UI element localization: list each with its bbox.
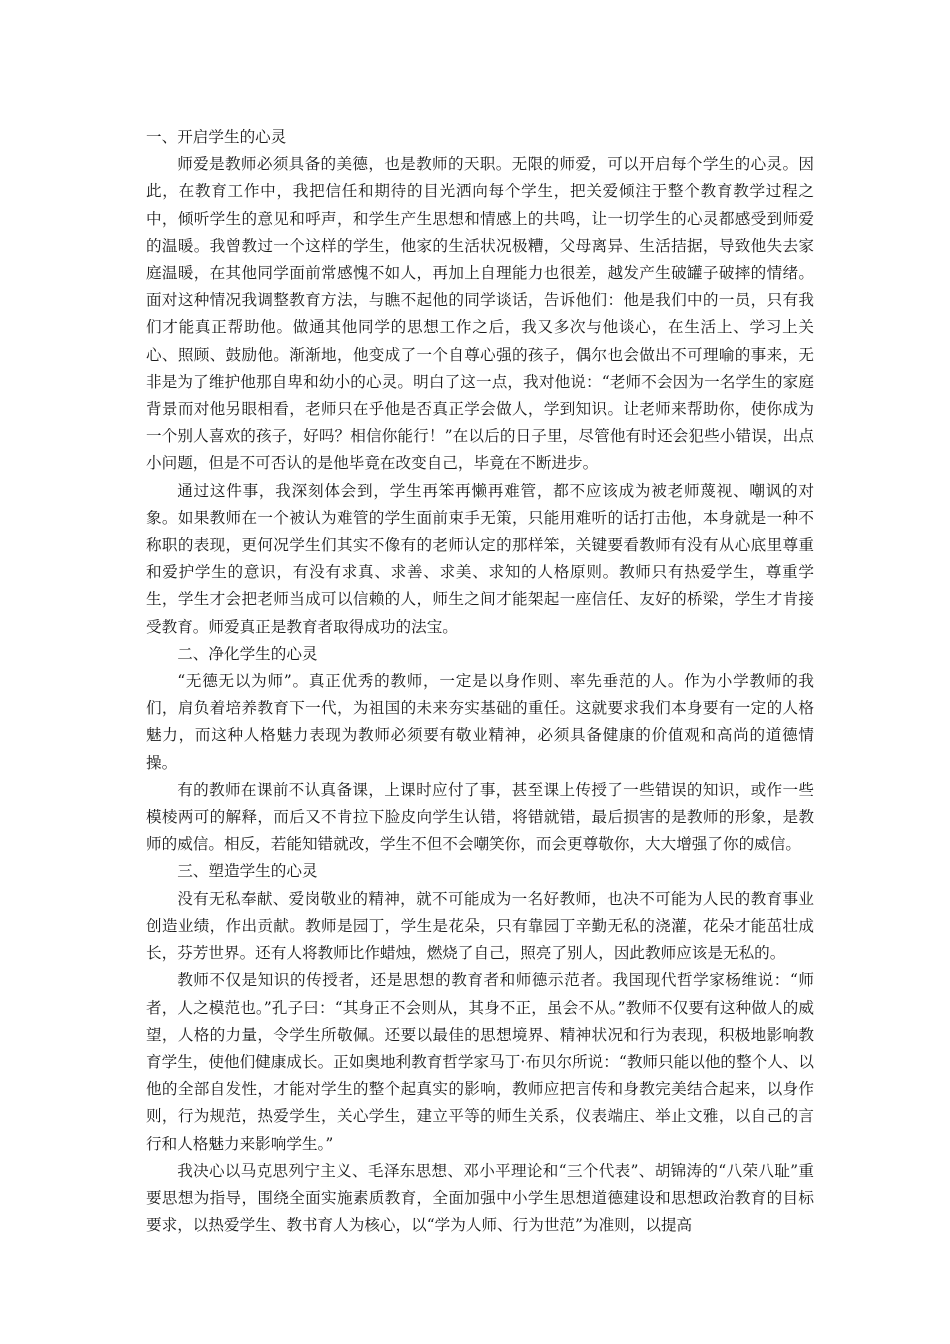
section-3-heading: 三、塑造学生的心灵 <box>177 862 318 881</box>
section-1-paragraph-2: 通过这件事，我深刻体会到，学生再笨再懒再难管，都不应该成为被老师蔑视、嘲讽的对象。如果教师在一个被认为难管的学生面前束手无策，只能用难听的话打击他，本身就是一种不称职的表现，更何况学生们其实不像有的老师认定的那样笨，关键要看教师有没有从心底里尊重和爱护学生的意识，有没有求真、求善、求美、求知的人格原则。教师只有热爱学生，尊重学生，学生才会把老师当成可以信赖的人，师生之间才能架起一座信任、友好的桥梁，学生才肯接受教育。师爱真正是教育者取得成功的法宝。 <box>146 481 814 636</box>
section-3-paragraph-1: 没有无私奉献、爱岗敬业的精神，就不可能成为一名好教师，也决不可能为人民的教育事业创造业绩，作出贡献。教师是园丁，学生是花朵，只有靠园丁辛勤无私的浇灌，花朵才能茁壮成长，芬芳世界。还有人将教师比作蜡烛，燃烧了自己，照亮了别人，因此教师应该是无私的。 <box>146 889 814 963</box>
document-body <box>146 124 814 1239</box>
section-1-heading: 一、开启学生的心灵 <box>146 128 287 146</box>
section-2-heading: 二、净化学生的心灵 <box>177 644 318 663</box>
section-3-paragraph-2: 教师不仅是知识的传授者，还是思想的教育者和师德示范者。我国现代哲学家杨维说：“师者，人之模范也。”孔子曰：“其身正不会则从，其身不正，虽会不从。”教师不仅要有这种做人的威望，人格的力量，令学生所敬佩。还要以最佳的思想境界、精神状况和行为表现，积极地影响教育学生，使他们健康成长。正如奥地利教育哲学家马丁·布贝尔所说：“教师只能以他的整个人、以他的全部自发性，才能对学生的整个起真实的影响，教师应把言传和身教完美结合起来，以身作则，行为规范，热爱学生，关心学生，建立平等的师生关系，仪表端庄、举止文雅，以自己的言行和人格魅力来影响学生。” <box>146 971 814 1153</box>
section-3-paragraph-3: 我决心以马克思列宁主义、毛泽东思想、邓小平理论和“三个代表”、胡锦涛的“八荣八耻”重要思想为指导，围绕全面实施素质教育，全面加强中小学生思想道德建设和思想政治教育的目标要求，以热爱学生、教书育人为核心，以“学为人师、行为世范”为准则，以提高 <box>146 1161 814 1235</box>
section-1-paragraph-1: 师爱是教师必须具备的美德，也是教师的天职。无限的师爱，可以开启每个学生的心灵。因此，在教育工作中，我把信任和期待的目光洒向每个学生，把关爱倾注于整个教育教学过程之中，倾听学生的意见和呼声，和学生产生思想和情感上的共鸣，让一切学生的心灵都感受到师爱的温暖。我曾教过一个这样的学生，他家的生活状况极糟，父母离异、生活拮据，导致他失去家庭温暖，在其他同学面前常感愧不如人，再加上自理能力也很差，越发产生破罐子破摔的情绪。面对这种情况我调整教育方法，与瞧不起他的同学谈话，告诉他们：他是我们中的一员，只有我们才能真正帮助他。做通其他同学的思想工作之后，我又多次与他谈心，在生活上、学习上关心、照顾、鼓励他。渐渐地，他变成了一个自尊心强的孩子，偶尔也会做出不可理喻的事来，无非是为了维护他那自卑和幼小的心灵。明白了这一点，我对他说：“老师不会因为一名学生的家庭背景而对他另眼相看，老师只在乎他是否真正学会做人，学到知识。让老师来帮助你，使你成为一个别人喜欢的孩子，好吗？相信你能行！”在以后的日子里，尽管他有时还会犯些小错误，出点小问题，但是不可否认的是他毕竟在改变自己，毕竟在不断进步。 <box>146 155 814 473</box>
section-2-paragraph-2: 有的教师在课前不认真备课，上课时应付了事，甚至课上传授了一些错误的知识，或作一些模棱两可的解释，而后又不肯拉下脸皮向学生认错，将错就错，最后损害的是教师的形象，是教师的威信。相反，若能知错就改，学生不但不会嘲笑你，而会更尊敬你，大大增强了你的威信。 <box>146 780 814 854</box>
section-2-paragraph-1: “无德无以为师”。真正优秀的教师，一定是以身作则、率先垂范的人。作为小学教师的我们，肩负着培养教育下一代，为祖国的未来夯实基础的重任。这就要求我们本身要有一定的人格魅力，而这种人格魅力表现为教师必须要有敬业精神，必须具备健康的价值观和高尚的道德情操。 <box>146 672 814 772</box>
